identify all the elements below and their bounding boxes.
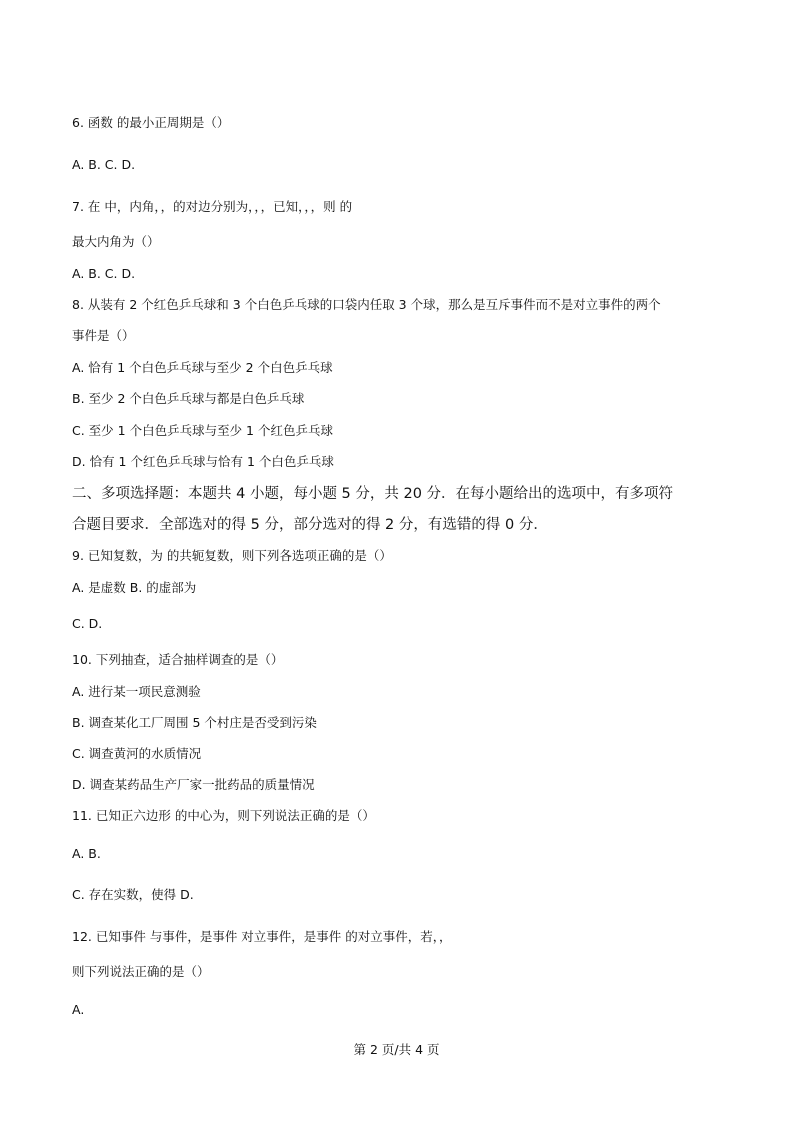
question-9-options-cd: C. D.	[72, 616, 103, 631]
question-7-stem-cont: 最大内角为（）	[72, 234, 160, 249]
question-8-option-d: D. 恰有 1 个红色乒乓球与恰有 1 个白色乒乓球	[72, 454, 334, 469]
question-6-options: A. B. C. D.	[72, 157, 136, 172]
question-11-options-cd: C. 存在实数，使得 D.	[72, 887, 194, 902]
question-8-stem: 8. 从装有 2 个红色乒乓球和 3 个白色乒乓球的口袋内任取 3 个球，那么是互斥事件而不是对立事件的两个	[72, 297, 661, 312]
question-10-option-b: B. 调查某化工厂周围 5 个村庄是否受到污染	[72, 715, 317, 730]
section-heading-cont: 合题目要求．全部选对的得 5 分，部分选对的得 2 分，有选错的得 0 分．	[72, 517, 548, 533]
question-10-option-c: C. 调查黄河的水质情况	[72, 746, 202, 761]
question-6-stem: 6. 函数 的最小正周期是（）	[72, 115, 230, 130]
question-8-option-c: C. 至少 1 个白色乒乓球与至少 1 个红色乒乓球	[72, 423, 333, 438]
question-8-option-a: A. 恰有 1 个白色乒乓球与至少 2 个白色乒乓球	[72, 360, 333, 375]
question-12-stem: 12. 已知事件 与事件，是事件 对立事件，是事件 的对立事件，若，，	[72, 929, 452, 944]
section-heading: 二、多项选择题：本题共 4 小题，每小题 5 分，共 20 分．在每小题给出的选项中，有多项符	[72, 486, 674, 502]
question-11-options-ab: A. B.	[72, 846, 101, 861]
question-11-stem: 11. 已知正六边形 的中心为，则下列说法正确的是（）	[72, 808, 375, 823]
question-12-stem-cont: 则下列说法正确的是（）	[72, 964, 210, 979]
question-9-stem: 9. 已知复数，为 的共轭复数，则下列各选项正确的是（）	[72, 548, 392, 563]
question-8-stem-cont: 事件是（）	[72, 328, 135, 343]
page-footer: 第 2 页/共 4 页	[353, 1042, 440, 1057]
question-9-options-ab: A. 是虚数 B. 的虚部为	[72, 580, 197, 595]
question-8-option-b: B. 至少 2 个白色乒乓球与都是白色乒乓球	[72, 391, 305, 406]
question-7-options: A. B. C. D.	[72, 266, 136, 281]
question-7-stem: 7. 在 中，内角，，的对边分别为，，，已知，，，则 的	[72, 199, 353, 214]
question-10-option-a: A. 进行某一项民意测验	[72, 684, 201, 699]
question-10-stem: 10. 下列抽查，适合抽样调查的是（）	[72, 652, 284, 667]
question-10-option-d: D. 调查某药品生产厂家一批药品的质量情况	[72, 777, 315, 792]
question-12-option-a: A.	[72, 1002, 85, 1017]
